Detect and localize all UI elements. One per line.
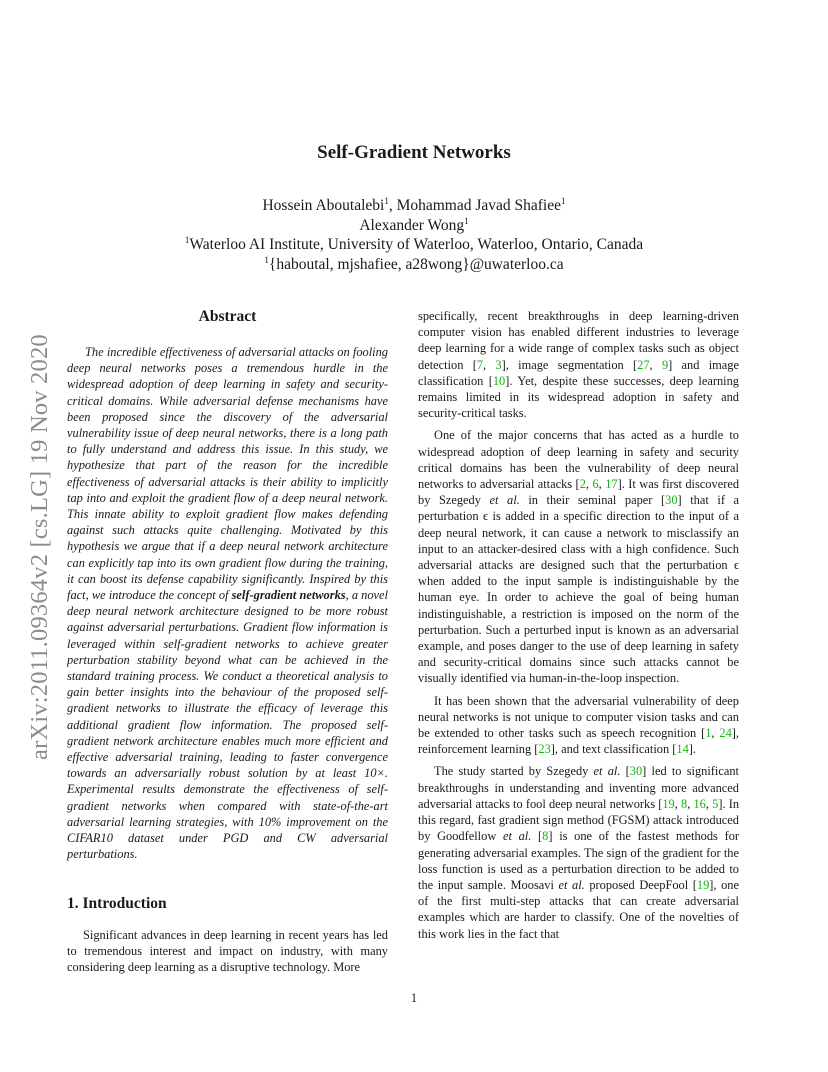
authors-line-1 [0,196,828,216]
citation-link[interactable]: 8 [680,796,688,811]
citation-link[interactable]: 16 [693,796,706,811]
page-number: 1 [410,991,418,1005]
paper-title: Self-Gradient Networks [317,142,511,163]
citation-link[interactable]: 30 [629,764,643,779]
section-heading-introduction: 1. Introduction [67,894,167,912]
emails [0,255,828,275]
citation-link[interactable]: 23 [538,742,551,757]
arxiv-stamp [20,282,56,760]
citation-link[interactable]: 2 [579,477,586,492]
abstract-text: The incredible effectiveness of adversarial attacks on fooling deep neural networks poses a tremendous hurdle in the widespread adoption of deep learning in safety and security-critical domains. While adversarial defense mechanisms have been proposed since the discovery of the adversarial vulnerability issue of deep neural networks, there is a long path to fully understand and address this issue. In this study, we hypothesize that part of the reason for the incredible effectiveness of adversarial attacks is their ability to implicitly tap into and exploit the gradient flow of a deep neural network. This innate ability to exploit gradient flow makes defending against such attacks quite challenging. Motivated by this hypothesis we argue that if a deep neural network architecture can explicitly tap into its own gradient flow during the training, it can boost its defense capability significantly. Inspired by this fact, we introduce the concept of self-gradient networks, a novel deep neural network architecture designed to be more robust against adversarial perturbations. Gradient flow information is leveraged within self-gradient networks to achieve greater perturbation stability beyond what can be achieved in the standard training process. We conduct a theoretical analysis to gain better insights into the behaviour of the proposed self-gradient networks to illustrate the efficacy of leverage this additional gradient flow information. The proposed self-gradient network architecture enables much more efficient and effective adversarial training, leading to faster convergence towards an adversarially robust solution by at least 10×. Experimental results demonstrate the effectiveness of self-gradient networks when compared with state-of-the-art adversarial learning strategies, with 10% improvement on the CIFAR10 dataset under PGD and CW adversarial perturbations. [67,345,388,862]
body-paragraph: It has been shown that the adversarial vulnerability of deep neural networks is not unique to computer vision tasks and can be extended to other tasks such as speech recognition [1, 24], reinforcement learning [23], and text classification [14]. [418,693,739,757]
citation-link[interactable]: 27 [637,357,650,372]
affiliation-mark: 1 [464,215,469,226]
citation-link[interactable]: 3 [495,357,502,372]
abstract-bold-term: self-gradient networks [231,588,346,603]
citation-link[interactable]: 1 [705,726,712,741]
emails-text: {haboutal, mjshafiee, a28wong}@uwaterloo.ca [268,255,564,273]
citation-link[interactable]: 30 [665,493,678,508]
author-name: Alexander Wong [359,216,465,234]
body-paragraph: specifically, recent breakthroughs in deep learning-driven computer vision has enabled different industries to leverage deep learning for a wide range of complex tasks such as object detection [7, 3], image segmentation [27, 9] and image classification [10]. Yet, despite these successes, deep learning remains limited in its widespread adoption in safety and security-critical tasks. [418,309,739,421]
citation-link[interactable]: 5 [712,796,719,811]
author-block [0,196,828,274]
arxiv-stamp-text: arXiv:2011.09364v2 [cs.LG] 19 Nov 2020 [26,334,53,760]
intro-paragraph: Significant advances in deep learning in recent years has led to tremendous interest and impact on industry, with many considering deep learning as a disruptive technology. More [67,927,388,974]
right-column [418,308,739,948]
citation-link[interactable]: 19 [662,796,675,811]
citation-link[interactable]: 17 [605,477,618,492]
citation-link[interactable]: 9 [661,357,669,372]
affiliation-text: Waterloo AI Institute, University of Waterloo, Waterloo, Ontario, Canada [189,236,644,253]
affiliation-mark: 1 [184,235,190,245]
citation-link[interactable]: 7 [476,357,484,372]
affiliation [0,235,828,255]
affiliation-mark: 1 [264,254,269,265]
body-paragraph: One of the major concerns that has acted as a hurdle to widespread adoption of deep learning in safety and security critical domains has been the vulnerability of deep neural networks to adversarial attacks [2, 6, 17]. It was first discovered by Szegedy et al. in their seminal paper [30] that if a perturbation ϵ is added in a specific direction to the input of a deep neural network, it can cause a network to misclassify an input to an attacker-desired class with a high confidence. Such adversarial attacks are designed such that the perturbation ϵ when added to the input sample is indistinguishable by the human eye. In order to achieve the goal of being human indistinguishable, a restriction is imposed on the norm of the perturbation. Such a perturbed input is known as an adversarial example, and poses danger to the use of deep learning in safety and security-critical domains since such attacks cannot be visually identified via human-in-the-loop inspection. [418,428,740,686]
citation-link[interactable]: 14 [676,742,689,757]
authors-line-2 [0,216,828,236]
body-paragraph: The study started by Szegedy et al. [30] led to significant breakthroughs in understanding and inventing more advanced adversarial attacks to fool deep neural networks [19, 8, 16, 5]. In this regard, fast gradient sign method (FGSM) attack introduced by Goodfellow et al. [8] is one of the fastest methods for generating adversarial examples. The sign of the gradient for the loss function is used as a perturbation direction to be added to the input sample. Moosavi et al. proposed DeepFool [19], one of the first multi-step attacks that can create adversarial examples which are harder to classify. One of the novelties of this work lies in the fact that [418,764,740,941]
author-name: , Mohammad Javad Shafiee [388,197,562,214]
citation-link[interactable]: 19 [696,877,710,892]
left-column [67,308,388,981]
citation-link[interactable]: 24 [719,726,732,741]
affiliation-mark: 1 [561,196,566,206]
author-name: Hossein Aboutalebi [262,197,385,214]
citation-link[interactable]: 10 [492,373,506,388]
abstract-heading: Abstract [198,308,257,325]
citation-link[interactable]: 6 [592,477,599,492]
affiliation-mark: 1 [384,196,389,206]
citation-link[interactable]: 8 [542,829,549,844]
